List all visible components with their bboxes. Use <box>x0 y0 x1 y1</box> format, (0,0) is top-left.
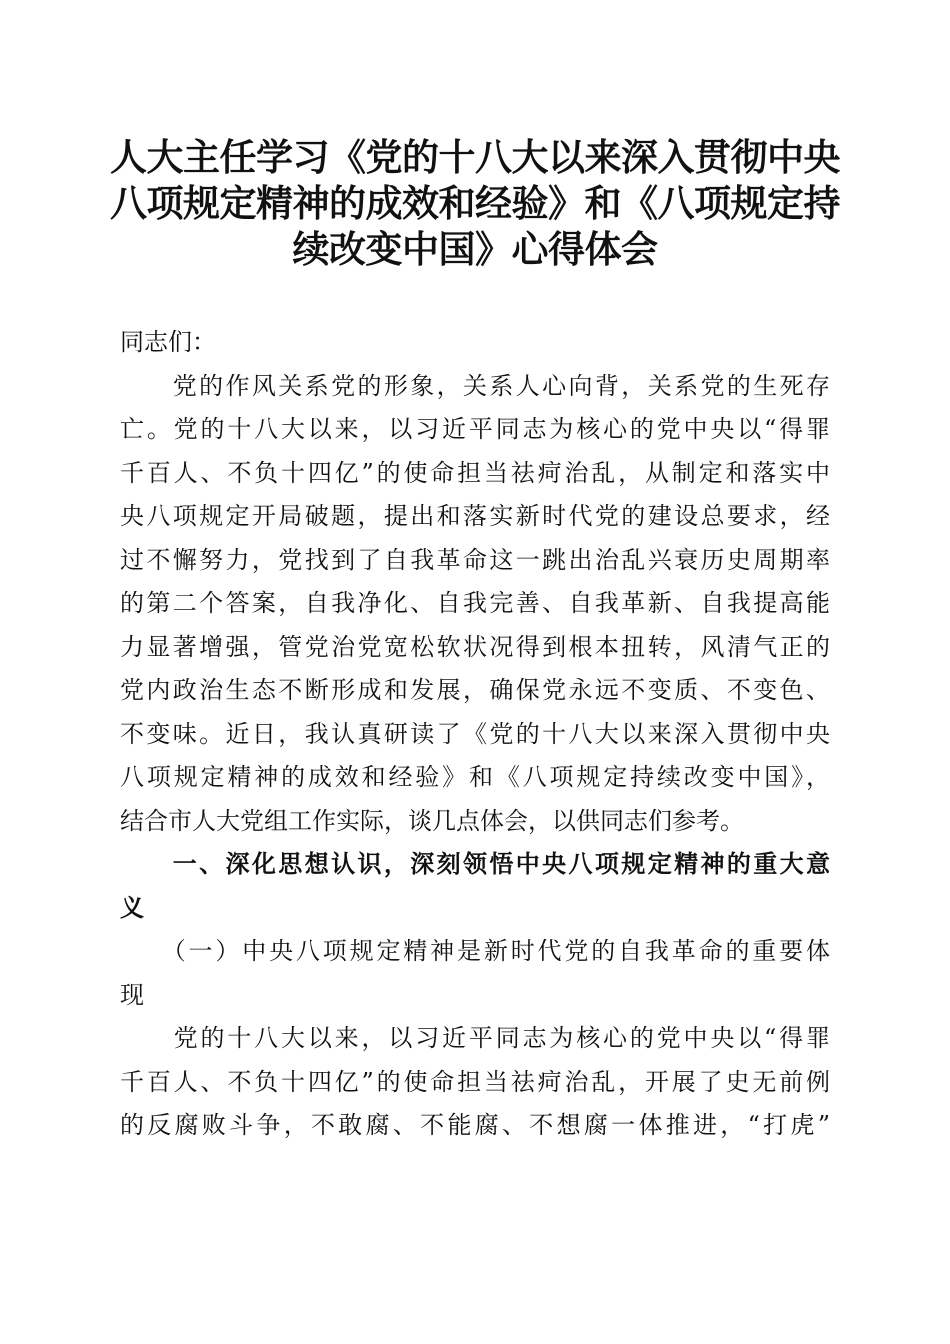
text-line: 的反腐败斗争，不敢腐、不能腐、不想腐一体推进，“打虎” <box>120 1111 830 1139</box>
text-line: 亡。党的十八大以来，以习近平同志为核心的党中央以“得罪 <box>120 415 830 443</box>
text-line: 党内政治生态不断形成和发展，确保党永远不变质、不变色、 <box>120 676 830 704</box>
subsection-heading-1 <box>120 930 830 1017</box>
text-line: 的第二个答案，自我净化、自我完善、自我革新、自我提高能 <box>120 589 830 617</box>
text-line: 过不懈努力，党找到了自我革命这一跳出治乱兴衰历史周期率 <box>120 545 830 574</box>
title-line: 续改变中国》心得体会 <box>292 227 658 271</box>
heading-line: 义 <box>120 893 144 922</box>
text-line: 结合市人大党组工作实际，谈几点体会，以供同志们参考。 <box>120 806 744 835</box>
section-heading-1 <box>120 843 830 930</box>
title-line: 八项规定精神的成效和经验》和《八项规定持 <box>110 181 840 225</box>
text-line: 千百人、不负十四亿”的使命担当祛疴治乱，从制定和落实中 <box>120 458 830 487</box>
text-line: 千百人、不负十四亿”的使命担当祛疴治乱，开展了史无前例 <box>120 1067 830 1096</box>
text-line: 央八项规定开局破题，提出和落实新时代党的建设总要求，经 <box>120 502 830 530</box>
document-body <box>120 321 830 1148</box>
greeting: 同志们： <box>120 328 216 356</box>
subheading-line: 现 <box>120 980 144 1009</box>
text-line: 不变味。近日，我认真研读了《党的十八大以来深入贯彻中央 <box>120 719 830 748</box>
text-line: 党的十八大以来，以习近平同志为核心的党中央以“得罪 <box>120 1024 830 1052</box>
text-line: 党的作风关系党的形象，关系人心向背，关系党的生死存 <box>120 371 830 400</box>
paragraph-section-1 <box>120 1017 830 1148</box>
document-title <box>100 134 850 272</box>
heading-line: 一、深化思想认识，深刻领悟中央八项规定精神的重大意 <box>120 850 830 878</box>
paragraph-intro <box>120 365 830 844</box>
text-line: 八项规定精神的成效和经验》和《八项规定持续改变中国》， <box>120 763 830 791</box>
title-line: 人大主任学习《党的十八大以来深入贯彻中央 <box>110 135 840 179</box>
text-line: 力显著增强，管党治党宽松软状况得到根本扭转，风清气正的 <box>120 632 830 661</box>
subheading-line: （一）中央八项规定精神是新时代党的自我革命的重要体 <box>120 937 830 965</box>
